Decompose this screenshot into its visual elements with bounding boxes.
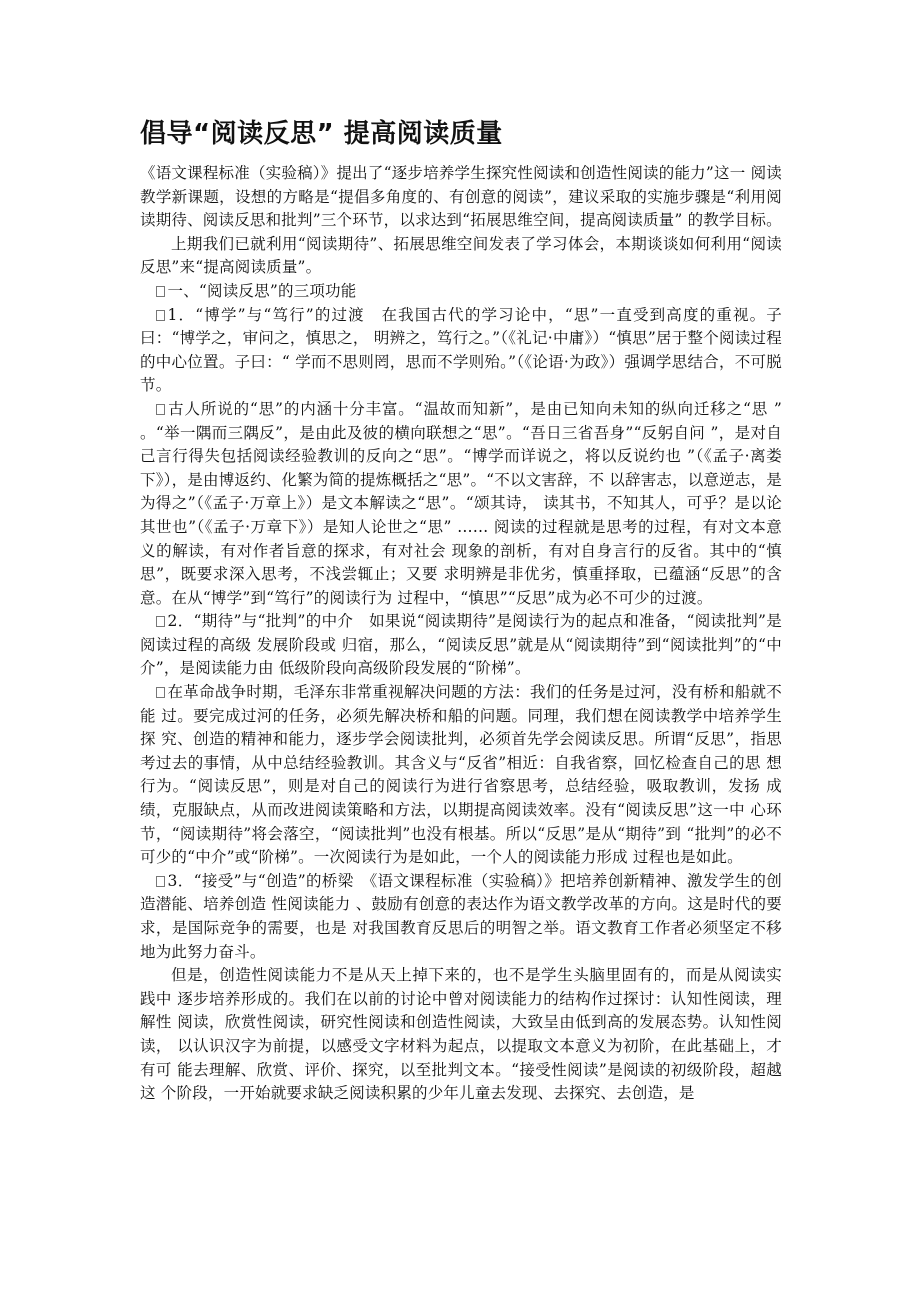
paragraph-revolution xyxy=(140,681,782,870)
section-heading xyxy=(140,280,782,304)
section-heading-text: 一、“阅读反思”的三项功能 xyxy=(167,281,357,300)
paragraph-text: 2．“期待”与“批判”的中介 如果说“阅读期待”是阅读行为的起点和准备，“阅读批判”是阅读过程的高级 发展阶段或 归宿，那么，“阅读反思”就是从“阅读期待”到“阅读批判”的“中介”，是阅读能力由 低级阶段向高级阶段发展的“阶梯”。 xyxy=(140,612,782,678)
document-page xyxy=(140,116,782,1106)
missing-glyph-box-icon xyxy=(156,404,165,415)
paragraph-item-3 xyxy=(140,870,782,964)
document-title: 倡导“阅读反思” 提高阅读质量 xyxy=(140,119,503,149)
paragraph-item-2 xyxy=(140,610,782,681)
paragraph-si-meaning xyxy=(140,398,782,610)
missing-glyph-box-icon xyxy=(156,310,165,321)
paragraph-intro xyxy=(140,162,782,233)
paragraph-text: 但是，创造性阅读能力不是从天上掉下来的，也不是学生头脑里固有的，而是从阅读实践中 逐步培养形成的。我们在以前的讨论中曾对阅读能力的结构作过探讨：认知性阅读，理解性 阅读，欣赏性阅读，研究性阅读和创造性阅读，大致呈由低到高的发展态势。认知性阅读， 以认识汉字为前提，以感受文字材料为起点，以提取文本意义为初阶，在此基础上，才有可 能去理解、欣赏、评价、探究，以至批判文本。“接受性阅读”是阅读的初级阶段，超越这 个阶段，一开始就要求缺乏阅读积累的少年儿童去发现、去探究、去创造，是 xyxy=(140,966,782,1103)
paragraph-text: 上期我们已就利用“阅读期待”、拓展思维空间发表了学习体会，本期谈谈如何利用“阅读 反思”来“提高阅读质量”。 xyxy=(140,234,782,277)
missing-glyph-box-icon xyxy=(156,286,165,297)
missing-glyph-box-icon xyxy=(156,616,165,627)
paragraph-text: 古人所说的“思”的内涵十分丰富。“温故而知新”，是由已知向未知的纵向迁移之“思 ” 。“举一隅而三隅反”，是由此及彼的横向联想之“思”。“吾日三省吾身”“反躬自问 ”，是对自己言行得失包括阅读经验教训的反向之“思”。“博学而详说之，将以反说约也 ”（《孟子·离娄下》），是由博返约、化繁为简的提炼概括之“思”。“不以文害辞，不 以辞害志，以意逆志，是为得之”（《孟子·万章上》）是文本解读之“思”。“颂其诗， 读其书，不知其人，可乎？是以论其世也”（《孟子·万章下》）是知人论世之“思” …… 阅读的过程就是思考的过程，有对文本意义的解读，有对作者旨意的探求，有对社会 现象的剖析，有对自身言行的反省。其中的“慎思”，既要求深入思考，不浅尝辄止；又要 求明辨是非优劣，慎重择取，已蕴涵“反思”的含意。在从“博学”到“笃行”的阅读行为 过程中，“慎思”“反思”成为必不可少的过渡。 xyxy=(140,399,783,607)
paragraph-text: 在革命战争时期，毛泽东非常重视解决问题的方法：我们的任务是过河，没有桥和船就不 能 过。要完成过河的任务，必须先解决桥和船的问题。同理，我们想在阅读教学中培养学生探 究、创造的精神和能力，逐步学会阅读批判，必须首先学会阅读反思。所谓“反思”，指思 考过去的事情，从中总结经验教训。其含义与“反省”相近：自我省察，回忆检查自己的思 想行为。“阅读反思”，则是对自己的阅读行为进行省察思考，总结经验，吸取教训，发扬 成绩，克服缺点，从而改进阅读策略和方法，以期提高阅读效率。没有“阅读反思”这一中 心环节，“阅读期待”将会落空，“阅读批判”也没有根基。所以“反思”是从“期待”到 “批判”的必不可少的“中介”或“阶梯”。一次阅读行为是如此，一个人的阅读能力形成 过程也是如此。 xyxy=(140,683,782,867)
paragraph-text: 1．“博学”与“笃行”的过渡 在我国古代的学习论中，“思”一直受到高度的重视。子曰：“博学之，审问之，慎思之， 明辨之，笃行之。”（《礼记·中庸》）“慎思”居于整个阅读过程的中心位置。子曰：“ 学而不思则罔，思而不学则殆。”（《论语·为政》）强调学思结合，不可脱节。 xyxy=(140,305,782,395)
paragraph-previous-issue xyxy=(140,233,782,280)
paragraph-creative-reading xyxy=(140,964,782,1106)
paragraph-text: 《语文课程标准（实验稿）》提出了“逐步培养学生探究性阅读和创造性阅读的能力”这一 阅读教学新课题，设想的方略是“提倡多角度的、有创意的阅读”，建议采取的实施步骤是“利用阅读期待、阅读反思和批判”三个环节，以求达到“拓展思维空间，提高阅读质量” 的教学目标。 xyxy=(140,164,782,230)
missing-glyph-box-icon xyxy=(156,687,165,698)
paragraph-text: 3．“接受”与“创造”的桥梁 《语文课程标准（实验稿）》把培养创新精神、激发学生的创造潜能、培养创造 性阅读能力 、鼓励有创意的表达作为语文教学改革的方向。这是时代的要求，是国际竞争的需要，也是 对我国教育反思后的明智之举。语文教育工作者必须坚定不移地为此努力奋斗。 xyxy=(140,871,782,961)
missing-glyph-box-icon xyxy=(156,876,165,887)
paragraph-item-1 xyxy=(140,304,782,398)
